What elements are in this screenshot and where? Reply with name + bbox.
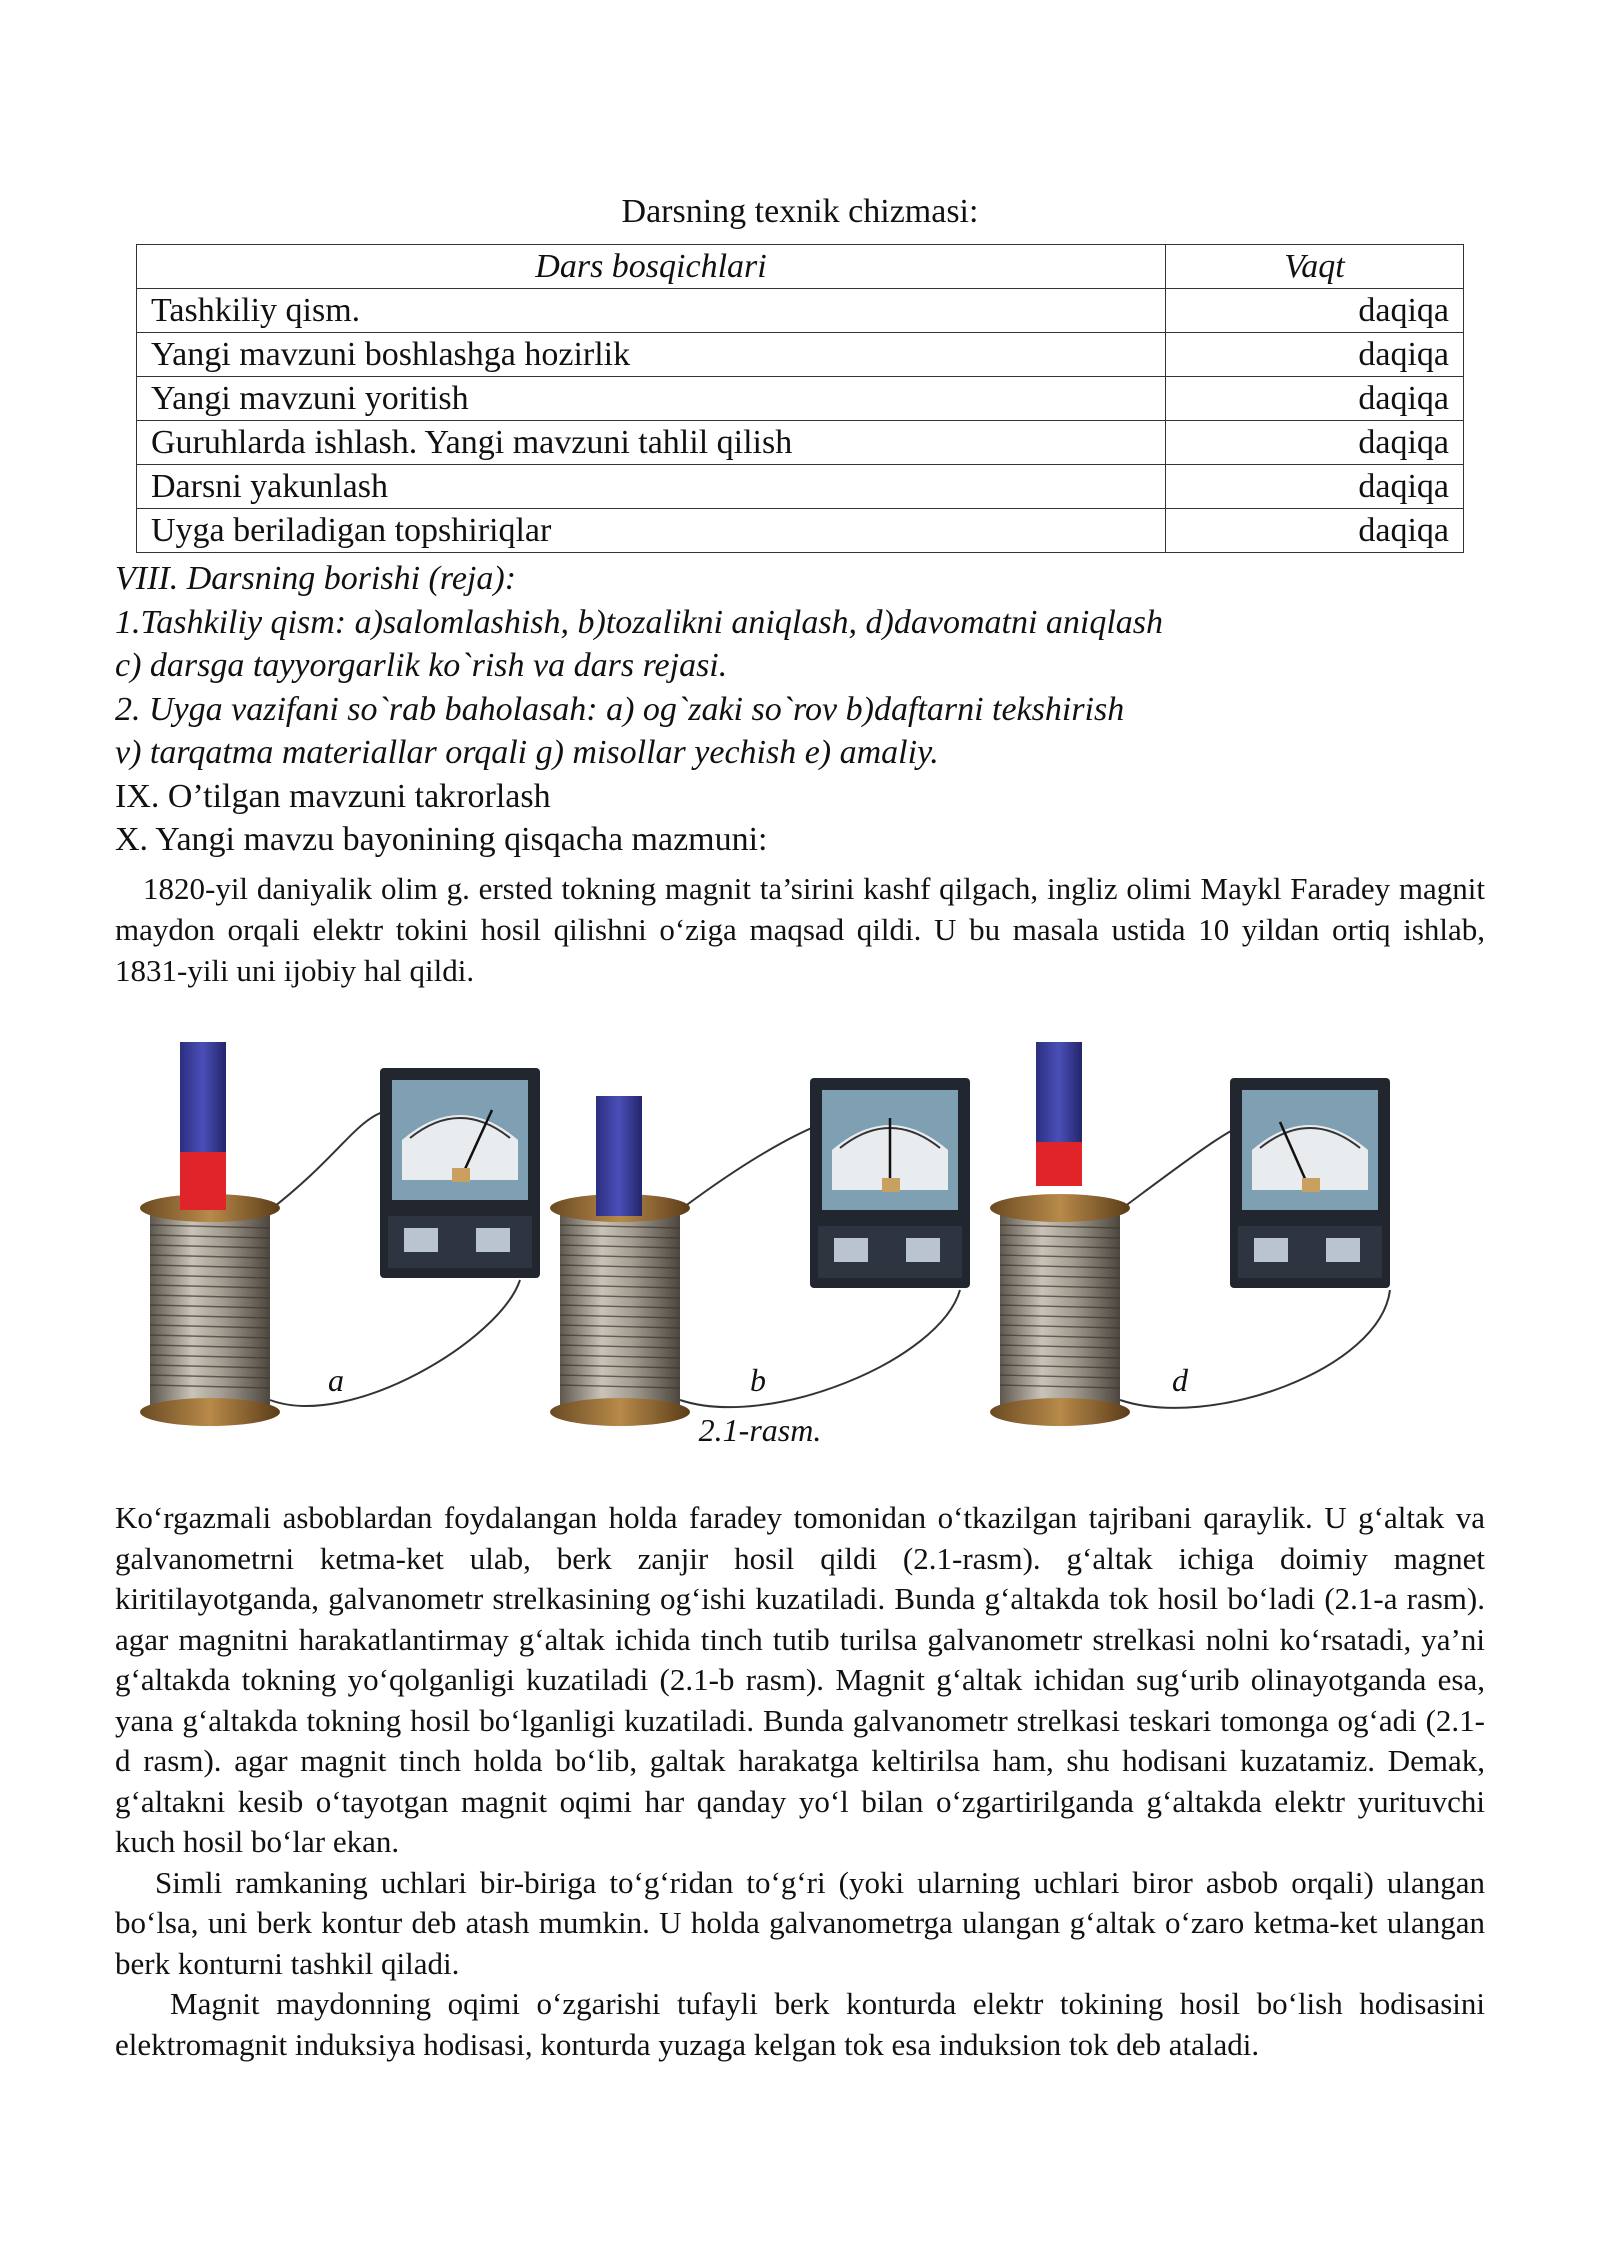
figure-label-b: b [750, 1362, 766, 1398]
stage-cell: Tashkiliy qism. [137, 289, 1166, 333]
table-row [137, 289, 1464, 333]
table-header-row [137, 245, 1464, 289]
outline-line: 1.Tashkiliy qism: a)salomlashish, b)tozalikni aniqlash, d)davomatni aniqlash [115, 603, 1164, 641]
body-text [115, 1498, 1485, 2065]
table-row [137, 509, 1464, 553]
table-row [137, 421, 1464, 465]
paragraph: Simli ramkaning uchlari bir-biriga to‘g‘ridan to‘g‘ri (yoki ularning uchlari biror asbob orqali) ulangan bo‘lsa, uni berk kontur deb atash mumkin. U holda galvanometrga ulangan g‘altak o‘zaro ketma-ket ulangan berk konturni tashkil qiladi. [115, 1864, 1485, 1981]
magnet-b [596, 1096, 642, 1216]
stage-cell: Uyga beriladigan topshiriqlar [137, 509, 1166, 553]
galvanometer-b [810, 1078, 970, 1288]
stage-cell: Darsni yakunlash [137, 465, 1166, 509]
time-cell: daqiqa [1166, 377, 1464, 421]
outline-line: 2. Uyga vazifani so`rab baholasah: a) og`zaki so`rov b)daftarni tekshirish [115, 690, 1125, 728]
magnet-d [1036, 1042, 1082, 1186]
paragraph: Magnit maydonning oqimi o‘zgarishi tufayli berk konturda elektr tokining hosil bo‘lish hodisasini elektromagnit induksiya hodisasi, konturda yuzaga kelgan tok esa induksion tok deb ataladi. [115, 1986, 1485, 2062]
time-cell: daqiqa [1166, 289, 1464, 333]
figure-caption: 2.1-rasm. [698, 1412, 822, 1448]
paragraph: Ko‘rgazmali asboblardan foydalangan holda faradey tomonidan o‘tkazilgan tajribani qaraylik. U g‘altak va galvanometrni ketma-ket ulab, berk zanjir hosil qildi (2.1-rasm). g‘altak ichiga doimiy magnet kiritilayotganda, galvanometr strelkasining og‘ishi kuzatiladi. Bunda g‘altakda tok hosil bo‘ladi (2.1-a rasm). agar magnitni harakatlantirmay g‘altak ichida tinch tutib turilsa galvanometr strelkasi nolni ko‘rsatadi, ya’ni g‘altakda tokning yo‘qolganligi kuzatiladi (2.1-b rasm). Magnit g‘altak ichidan sug‘urib olinayotganda esa, yana g‘altakda tokning hosil bo‘lganligi kuzatiladi. Bunda galvanometr strelkasi teskari tomonga og‘adi (2.1-d rasm). agar magnit tinch holda bo‘lib, galtak harakatga keltirilsa ham, shu hodisani kuzatamiz. Demak, g‘altakni kesib o‘tayotgan magnit oqimi har qanday yo‘l bilan o‘zgartirilganda g‘altakda elektr yurituvchi kuch hosil bo‘lar ekan. [115, 1500, 1485, 1859]
stage-cell: Yangi mavzuni boshlashga hozirlik [137, 333, 1166, 377]
time-cell: daqiqa [1166, 509, 1464, 553]
intro-paragraph: 1820-yil daniyalik olim g. ersted tokning magnit ta’sirini kashf qilgach, ingliz olimi Maykl Faradey magnit maydon orqali elektr tokini hosil qilishni o‘ziga maqsad qildi. U bu masala ustida 10 yildan ortiq ishlab, 1831-yili uni ijobiy hal qildi. [115, 871, 1485, 988]
table-row [137, 465, 1464, 509]
table-row [137, 333, 1464, 377]
lesson-outline [115, 557, 1163, 862]
figure-label-d: d [1172, 1362, 1188, 1398]
stage-cell: Yangi mavzuni yoritish [137, 377, 1166, 421]
galvanometer-a [380, 1068, 540, 1278]
outline-line: v) tarqatma materiallar orqali g) misollar yechish e) amaliy. [115, 734, 939, 771]
page-title: Darsning texnik chizmasi: [621, 193, 979, 230]
column-header-stages: Dars bosqichlari [137, 245, 1166, 289]
time-cell: daqiqa [1166, 333, 1464, 377]
lesson-plan-table [136, 244, 1464, 553]
table-row [137, 377, 1464, 421]
section-9-title: IX. O’tilgan mavzuni takrorlash [115, 777, 551, 815]
induction-experiment-figure [120, 1040, 1420, 1460]
outline-line: c) darsga tayyorgarlik ko`rish va dars rejasi. [115, 647, 728, 684]
figure-label-a: a [328, 1362, 344, 1398]
time-cell: daqiqa [1166, 421, 1464, 465]
stage-cell: Guruhlarda ishlash. Yangi mavzuni tahlil qilish [137, 421, 1166, 465]
section-10-title: X. Yangi mavzu bayonining qisqacha mazmuni: [115, 821, 768, 858]
galvanometer-d [1230, 1078, 1390, 1288]
time-cell: daqiqa [1166, 465, 1464, 509]
section-8-title: VIII. Darsning borishi (reja): [115, 560, 517, 597]
column-header-time: Vaqt [1166, 245, 1464, 289]
magnet-a [180, 1042, 226, 1210]
